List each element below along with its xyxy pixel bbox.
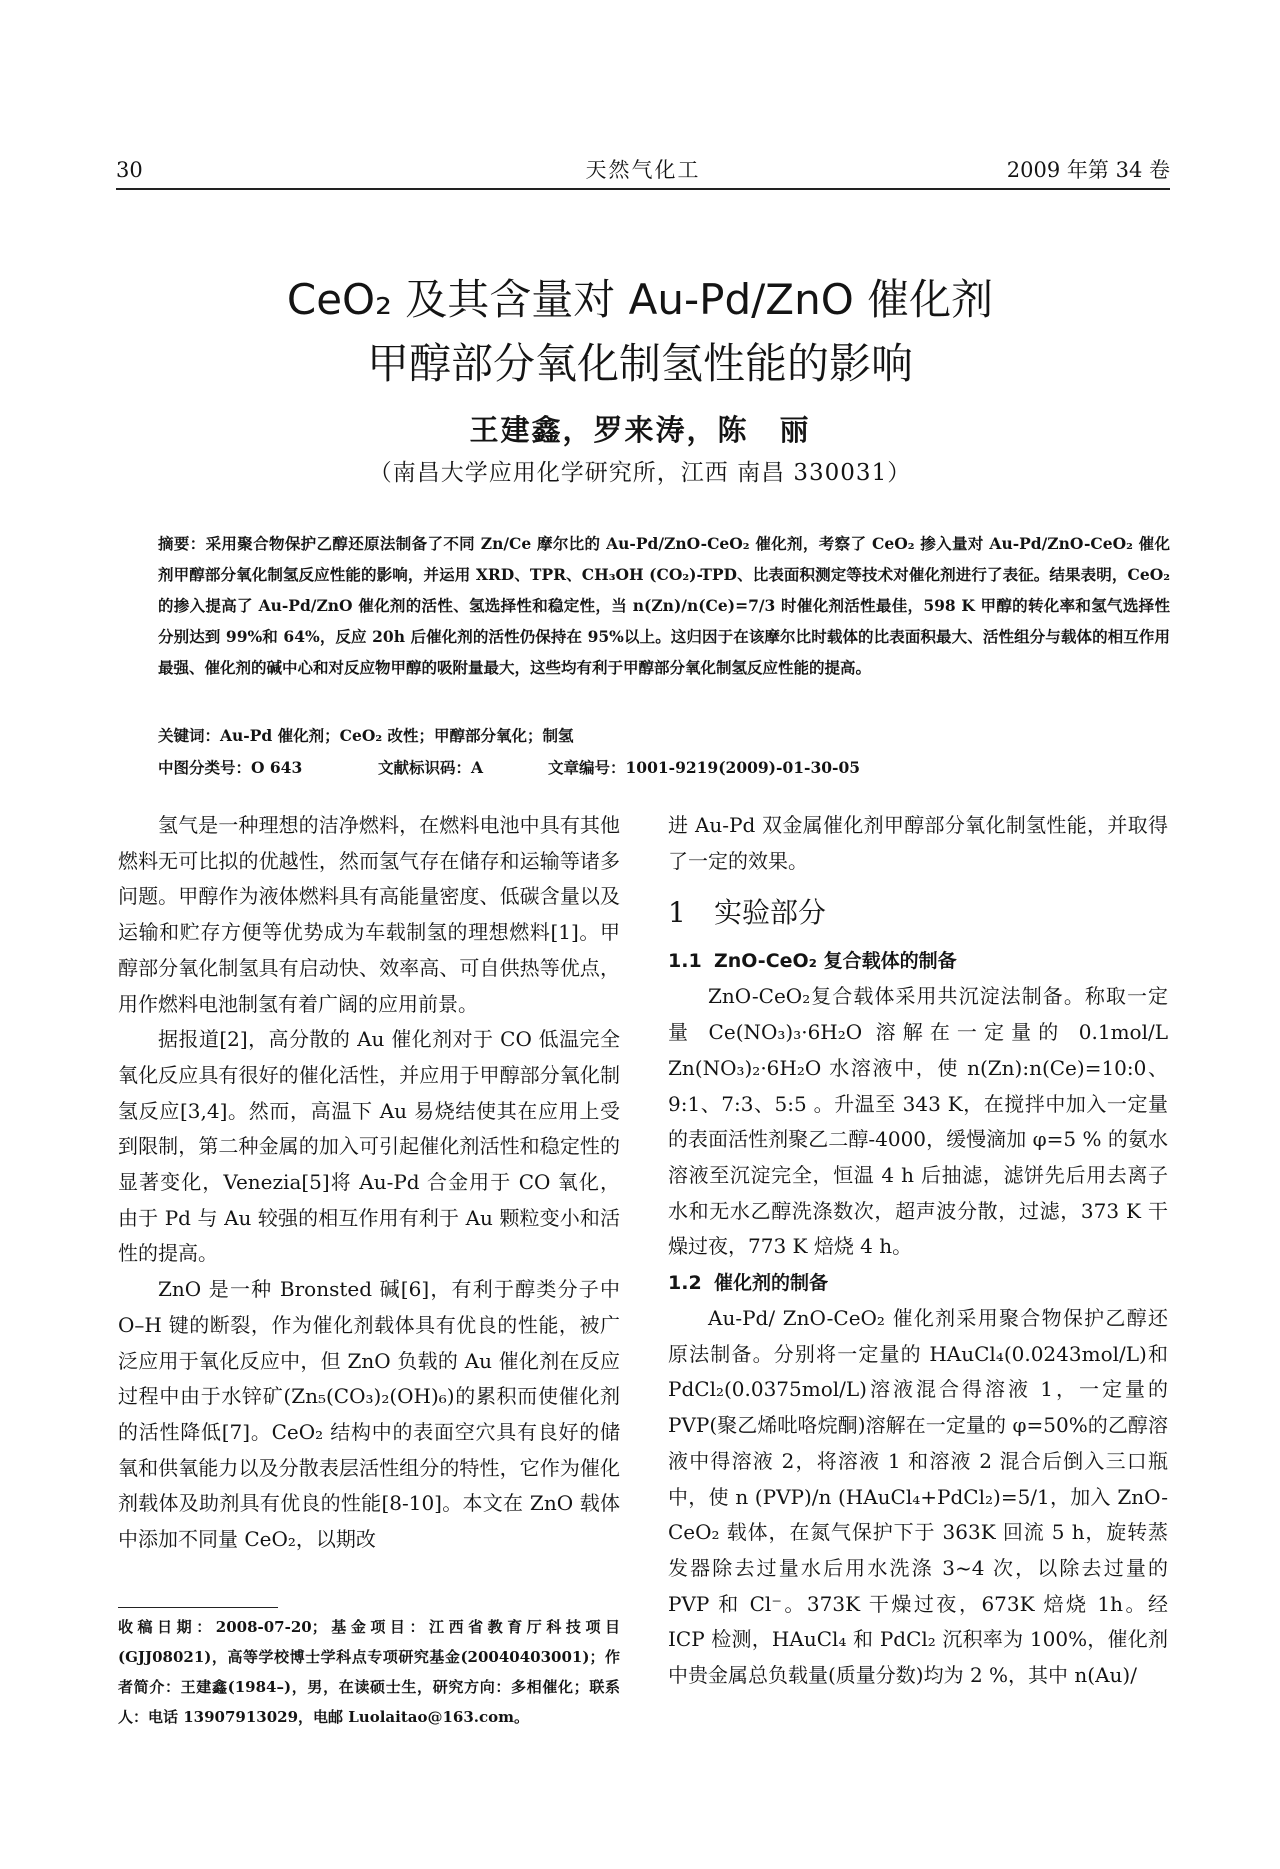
section-number: 1 bbox=[668, 896, 686, 930]
journal-name: 天然气化工 bbox=[585, 158, 701, 182]
subsection-heading bbox=[668, 943, 1168, 979]
title-line-1: CeO₂ 及其含量对 Au-Pd/ZnO 催化剂 bbox=[286, 275, 994, 324]
journal-issue: 2009 年第 34 卷 bbox=[1006, 158, 1170, 182]
paper-title bbox=[0, 268, 1280, 396]
left-column bbox=[118, 808, 620, 1593]
running-header bbox=[116, 154, 1170, 186]
subsection-title: ZnO-CeO₂ 复合载体的制备 bbox=[714, 950, 957, 973]
document-code: 文献标识码：A bbox=[378, 758, 484, 777]
subsection-number: 1.2 bbox=[668, 1272, 702, 1295]
section-title: 实验部分 bbox=[714, 896, 827, 930]
classification-line bbox=[158, 752, 1170, 783]
body-paragraph: 氢气是一种理想的洁净燃料，在燃料电池中具有其他燃料无可比拟的优越性，然而氢气存在储存和运输等诸多问题。甲醇作为液体燃料具有高能量密度、低碳含量以及运输和贮存方便等优势成为车载制氢的理想燃料[1]。甲醇部分氧化制氢具有启动快、效率高、可自供热等优点，用作燃料电池制氢有着广阔的应用前景。 bbox=[118, 813, 620, 1016]
keywords bbox=[158, 720, 1170, 751]
section-heading bbox=[668, 887, 1168, 939]
page-number: 30 bbox=[116, 158, 143, 182]
body-paragraph: ZnO-CeO₂复合载体采用共沉淀法制备。称取一定量 Ce(NO₃)₃·6H₂O 溶解在一定量的 0.1mol/L Zn(NO₃)₂·6H₂O 水溶液中，使 n(Zn):n(Ce)=10:0、9:1、7:3、5:5 。升温至 343 K，在搅拌中加入一定量的表面活性剂聚乙二醇-4000，缓慢滴加 φ=5 % 的氨水溶液至沉淀完全，恒温 4 h 后抽滤，滤饼先后用去离子水和无水乙醇洗涤数次，超声波分散，过滤，373 K 干燥过夜，773 K 焙烧 4 h。 bbox=[668, 984, 1168, 1259]
article-number: 文章编号：1001-9219(2009)-01-30-05 bbox=[548, 758, 861, 777]
keywords-label: 关键词： bbox=[158, 726, 221, 745]
title-line-2: 甲醇部分氧化制氢性能的影响 bbox=[366, 339, 913, 388]
abstract-label: 摘要： bbox=[158, 534, 206, 553]
footnote-rule bbox=[118, 1607, 278, 1608]
subsection-heading bbox=[668, 1265, 1168, 1301]
author-list: 王建鑫，罗来涛，陈 丽 bbox=[469, 413, 811, 447]
body-paragraph: ZnO 是一种 Bronsted 碱[6]，有利于醇类分子中 O–H 键的断裂，作为催化剂载体具有优良的性能，被广泛应用于氧化反应中，但 ZnO 负载的 Au 催化剂在反应过程中由于水锌矿(Zn₅(CO₃)₂(OH)₆)的累积而使催化剂的活性降低[7]。CeO₂ 结构中的表面空穴具有良好的储氧和供氧能力以及分散表层活性组分的特性，它作为催化剂载体及助剂具有优良的性能[8-10]。本文在 ZnO 载体中添加不同量 CeO₂，以期改 bbox=[118, 1277, 620, 1552]
abstract-text: 采用聚合物保护乙醇还原法制备了不同 Zn/Ce 摩尔比的 Au-Pd/ZnO-CeO₂ 催化剂，考察了 CeO₂ 掺入量对 Au-Pd/ZnO-CeO₂ 催化剂甲醇部分氧化制氢反应性能的影响，并运用 XRD、TPR、CH₃OH (CO₂)-TPD、比表面积测定等技术对催化剂进行了表征。结果表明，CeO₂ 的掺入提高了 Au-Pd/ZnO 催化剂的活性、氢选择性和稳定性，当 n(Zn)/n(Ce)=7/3 时催化剂活性最佳，598 K 甲醇的转化率和氢气选择性分别达到 99%和 64%，反应 20h 后催化剂的活性仍保持在 95%以上。这归因于在该摩尔比时载体的比表面积最大、活性组分与载体的相互作用最强、催化剂的碱中心和对反应物甲醇的吸附量最大，这些均有利于甲醇部分氧化制氢反应性能的提高。 bbox=[158, 534, 1170, 677]
body-paragraph: Au-Pd/ ZnO-CeO₂ 催化剂采用聚合物保护乙醇还原法制备。分别将一定量的 HAuCl₄(0.0243mol/L)和 PdCl₂(0.0375mol/L)溶液混合得溶液 1，一定量的 PVP(聚乙烯吡咯烷酮)溶解在一定量的 φ=50%的乙醇溶液中得溶液 2，将溶液 1 和溶液 2 混合后倒入三口瓶中，使 n (PVP)/n (HAuCl₄+PdCl₂)=5/1，加入 ZnO-CeO₂ 载体，在氮气保护下于 363K 回流 5 h，旋转蒸发器除去过量水后用水洗涤 3~4 次，以除去过量的 PVP 和 Cl⁻。373K 干燥过夜，673K 焙烧 1h。经 ICP 检测，HAuCl₄ 和 PdCl₂ 沉积率为 100%，催化剂中贵金属总负载量(质量分数)均为 2 %，其中 n(Au)/ bbox=[668, 1306, 1168, 1688]
keywords-text: Au-Pd 催化剂；CeO₂ 改性；甲醇部分氧化；制氢 bbox=[220, 726, 574, 745]
body-paragraph: 据报道[2]，高分散的 Au 催化剂对于 CO 低温完全氧化反应具有很好的催化活性，并应用于甲醇部分氧化制氢反应[3,4]。然而，高温下 Au 易烧结使其在应用上受到限制，第二种金属的加入可引起催化剂活性和稳定性的显著变化，Venezia[5]将 Au-Pd 合金用于 CO 氧化，由于 Pd 与 Au 较强的相互作用有利于 Au 颗粒变小和活性的提高。 bbox=[118, 1027, 620, 1266]
clc-number: 中图分类号：O 643 bbox=[158, 758, 303, 777]
subsection-number: 1.1 bbox=[668, 950, 702, 973]
subsection-title: 催化剂的制备 bbox=[714, 1272, 829, 1295]
abstract bbox=[158, 528, 1170, 683]
affiliation: （南昌大学应用化学研究所，江西 南昌 330031） bbox=[368, 460, 912, 486]
right-column bbox=[668, 808, 1168, 1694]
footnote: 收稿日期：2008-07-20；基金项目：江西省教育厅科技项目(GJJ08021)，高等学校博士学科点专项研究基金(20040403001)；作者简介：王建鑫(1984–)，男，在读硕士生，研究方向：多相催化；联系人：电话 13907913029，电邮 Luolaitao@163.com。 bbox=[118, 1618, 620, 1726]
header-rule bbox=[116, 188, 1170, 190]
body-paragraph: 进 Au-Pd 双金属催化剂甲醇部分氧化制氢性能，并取得了一定的效果。 bbox=[668, 813, 1168, 873]
